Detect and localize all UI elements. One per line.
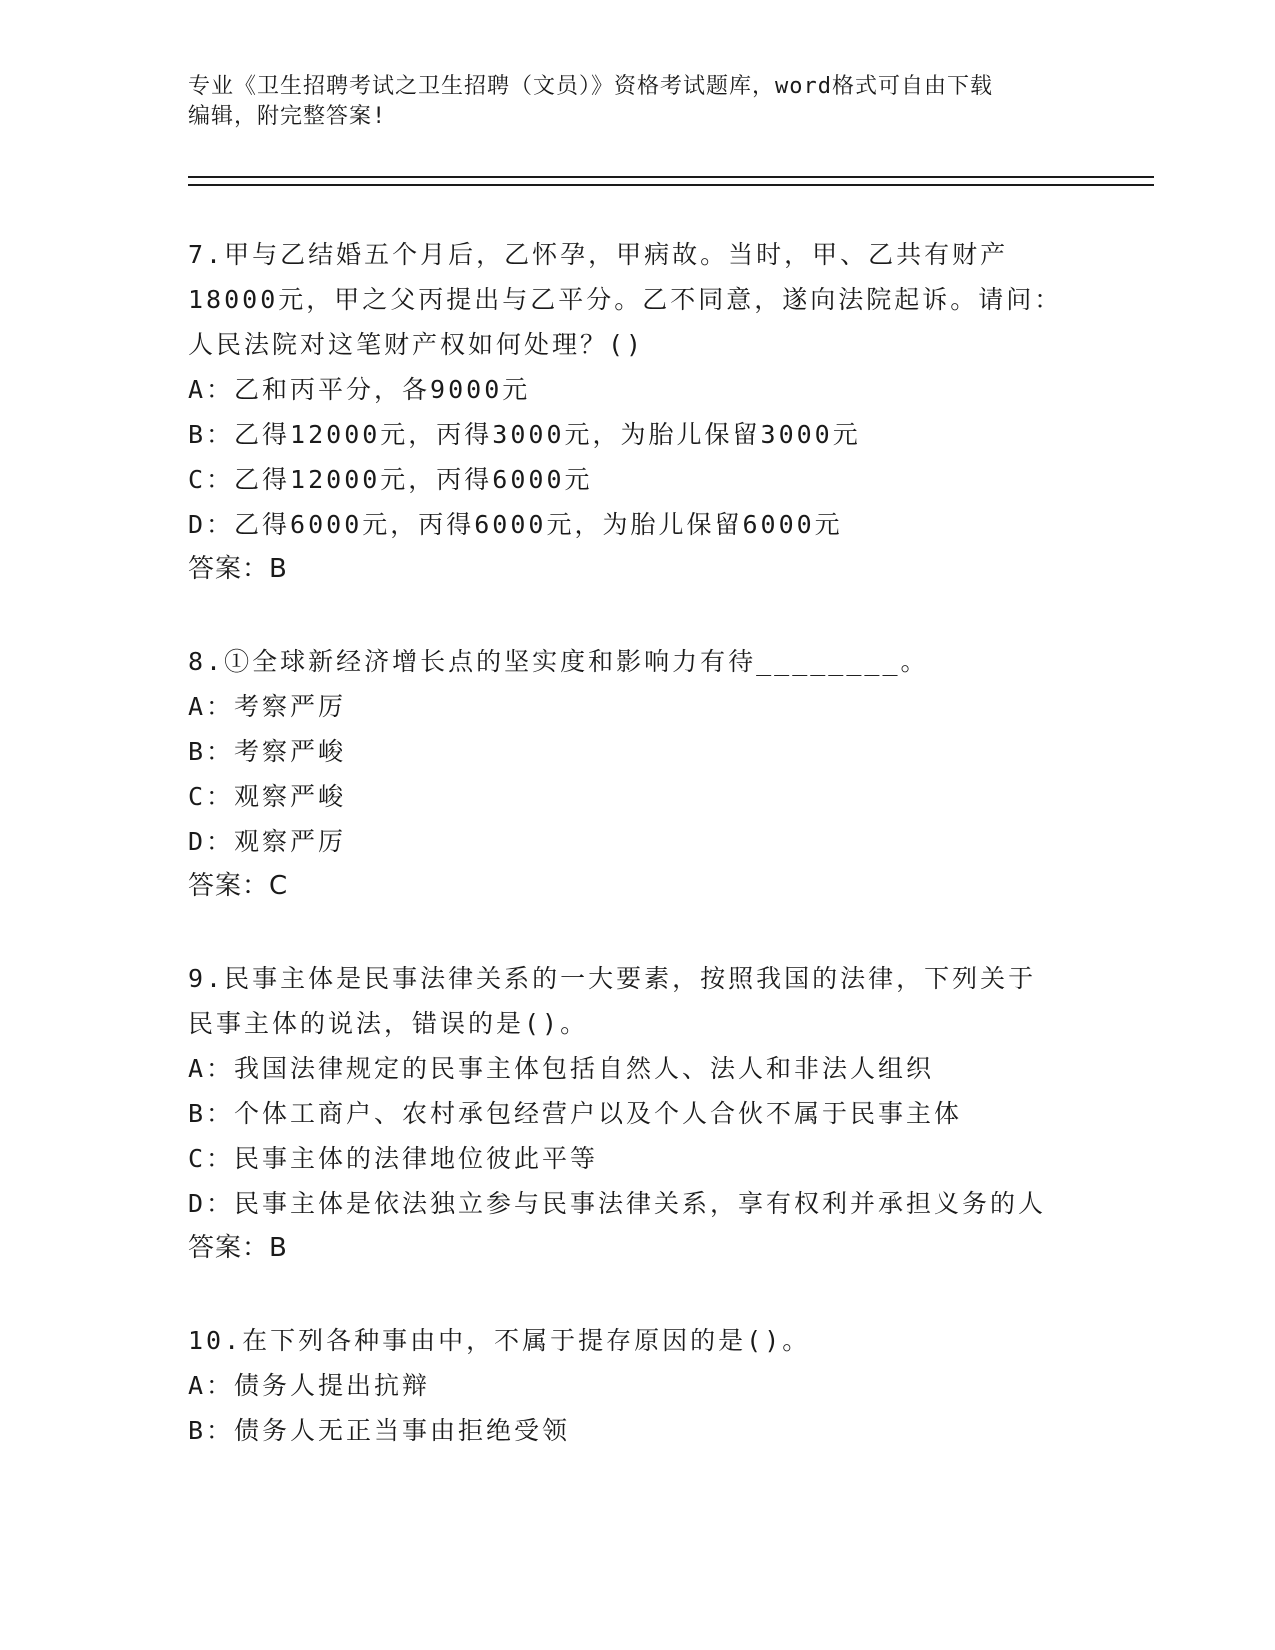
option-b: B：个体工商户、农村承包经营户以及个人合伙不属于民事主体 bbox=[188, 1099, 963, 1128]
option-b: B：考察严峻 bbox=[188, 737, 347, 766]
header-intro-line-1: 专业《卫生招聘考试之卫生招聘（文员）》资格考试题库，word格式可自由下载 bbox=[188, 74, 993, 99]
question-8 bbox=[188, 639, 1108, 908]
option-d: D：观察严厉 bbox=[188, 827, 347, 856]
question-stem bbox=[188, 232, 1108, 367]
option-a: A：债务人提出抗辩 bbox=[188, 1371, 431, 1400]
option-c: C：观察严峻 bbox=[188, 782, 347, 811]
stem-line: 18000元，甲之父丙提出与乙平分。乙不同意，遂向法院起诉。请问： bbox=[188, 285, 1063, 314]
header-divider bbox=[188, 176, 1154, 186]
document-header bbox=[188, 72, 1088, 132]
option-b: B：乙得12000元，丙得3000元，为胎儿保留3000元 bbox=[188, 420, 861, 449]
answer-line: 答案：B bbox=[188, 554, 288, 584]
question-stem bbox=[188, 1318, 1108, 1363]
stem-line: 民事主体的说法，错误的是()。 bbox=[188, 1009, 589, 1038]
stem-line: 7.甲与乙结婚五个月后，乙怀孕，甲病故。当时，甲、乙共有财产 bbox=[188, 240, 1009, 269]
option-a: A：我国法律规定的民事主体包括自然人、法人和非法人组织 bbox=[188, 1054, 935, 1083]
option-b: B：债务人无正当事由拒绝受领 bbox=[188, 1416, 571, 1445]
question-10 bbox=[188, 1318, 1108, 1453]
question-stem bbox=[188, 956, 1108, 1046]
option-d: D：乙得6000元，丙得6000元，为胎儿保留6000元 bbox=[188, 510, 843, 539]
question-list bbox=[188, 232, 1108, 1501]
option-a: A：乙和丙平分，各9000元 bbox=[188, 375, 531, 404]
answer-line: 答案：B bbox=[188, 1233, 288, 1263]
answer-line: 答案：C bbox=[188, 871, 289, 901]
question-9 bbox=[188, 956, 1108, 1270]
option-d: D：民事主体是依法独立参与民事法律关系，享有权利并承担义务的人 bbox=[188, 1189, 1047, 1218]
header-intro-line-2: 编辑，附完整答案! bbox=[188, 104, 387, 129]
stem-line: 人民法院对这笔财产权如何处理？() bbox=[188, 330, 645, 359]
option-a: A：考察严厉 bbox=[188, 692, 347, 721]
stem-line: 10.在下列各种事由中，不属于提存原因的是()。 bbox=[188, 1326, 811, 1355]
question-stem bbox=[188, 639, 1108, 684]
option-c: C：乙得12000元，丙得6000元 bbox=[188, 465, 593, 494]
option-c: C：民事主体的法律地位彼此平等 bbox=[188, 1144, 599, 1173]
question-7 bbox=[188, 232, 1108, 591]
stem-line: 8.①全球新经济增长点的坚实度和影响力有待________。 bbox=[188, 647, 929, 676]
stem-line: 9.民事主体是民事法律关系的一大要素，按照我国的法律，下列关于 bbox=[188, 964, 1037, 993]
